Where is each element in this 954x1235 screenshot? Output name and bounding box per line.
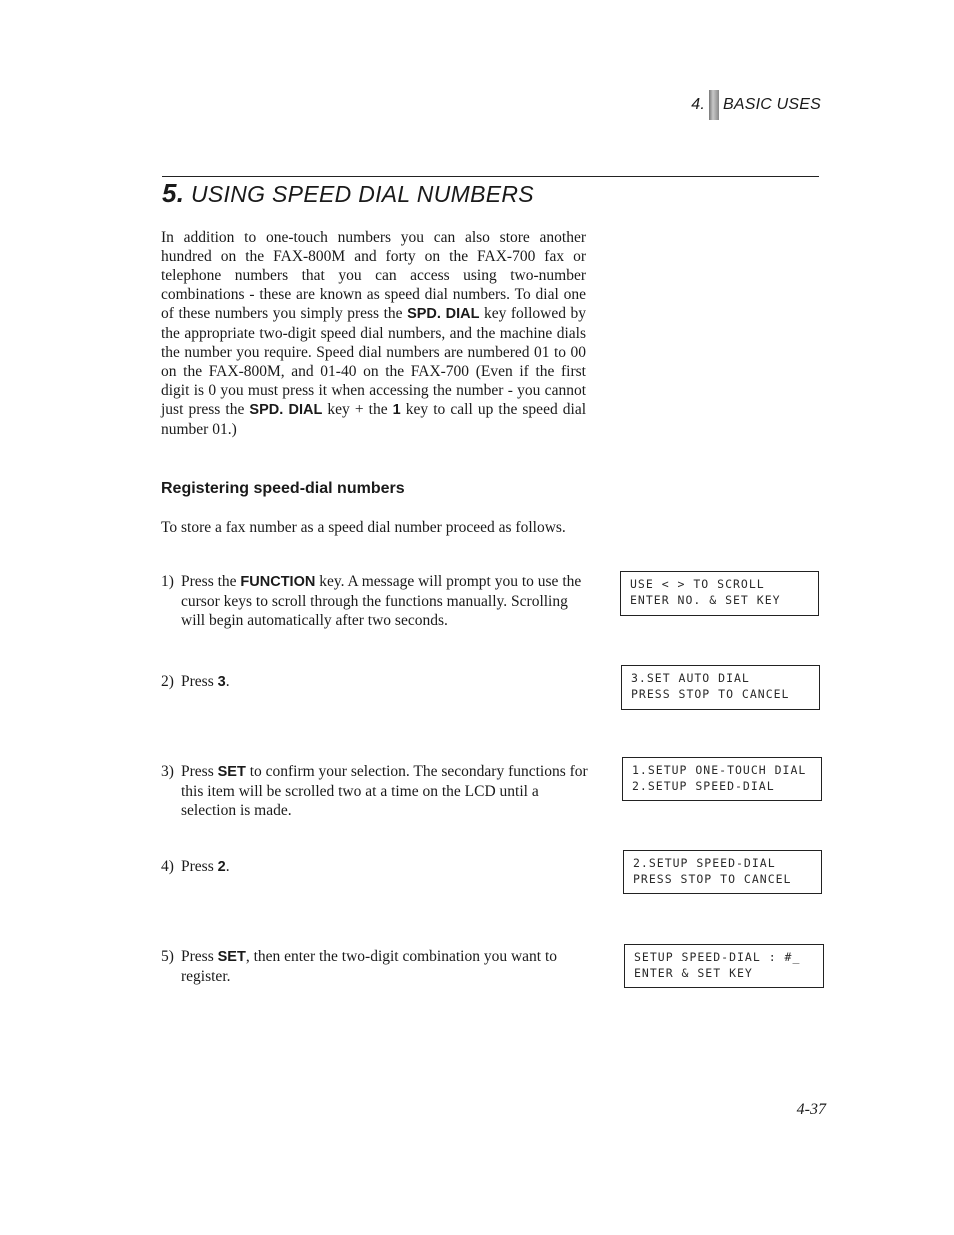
step-number: 3) — [161, 763, 174, 780]
lcd-line: SETUP SPEED-DIAL : #_ — [634, 950, 801, 964]
key-set: SET — [217, 764, 246, 780]
page-header — [691, 90, 821, 120]
step-number: 1) — [161, 573, 174, 590]
step-number: 4) — [161, 858, 174, 875]
section-number: 5. — [162, 178, 185, 208]
key-set: SET — [217, 949, 246, 965]
step-text — [181, 672, 589, 692]
key-1: 1 — [392, 402, 401, 418]
intro-text-3: key + the — [322, 401, 393, 418]
step-text-post: , then enter the two-digit combination you want to register. — [181, 948, 558, 985]
step-text — [181, 572, 589, 630]
lcd-display-4 — [623, 850, 822, 894]
step-1 — [161, 572, 589, 630]
step-text-pre: Press — [181, 763, 218, 780]
lcd-line: 2.SETUP SPEED-DIAL — [633, 856, 776, 870]
step-number: 5) — [161, 948, 174, 965]
lcd-line: ENTER NO. & SET KEY — [630, 593, 781, 607]
step-5 — [161, 947, 589, 986]
section-rule — [162, 176, 819, 177]
lcd-display-1 — [620, 571, 819, 616]
step-text-pre: Press — [181, 858, 218, 875]
step-text-post: . — [225, 673, 230, 690]
step-text-post: to confirm your selection. The secondary functions for this item will be scrolled two at a time on the LCD until a selection is made. — [181, 763, 588, 819]
lcd-line: USE < > TO SCROLL — [630, 577, 765, 591]
lcd-line: 3.SET AUTO DIAL — [631, 671, 750, 685]
chapter-tab-marker — [709, 90, 719, 120]
chapter-title: BASIC USES — [722, 96, 821, 113]
page-number: 4-37 — [796, 1101, 826, 1118]
step-2 — [161, 672, 589, 692]
intro-text-2: key followed by the appropriate two-digit speed dial numbers, and the machine dials the number you require. Speed dial numbers are numbered 01 to 00 on the FAX-800M, and 01-40 on the FAX-700 (Even if the first digit is 0 you must press it when accessing the number - you cannot just press the — [161, 305, 586, 418]
key-spd-dial: SPD. DIAL — [407, 306, 480, 322]
key-function: FUNCTION — [240, 574, 316, 590]
intro-text-1: In addition to one-touch numbers you can also store another hundred on the FAX-800M and forty on the FAX-700 fax or telephone numbers that you can access using two-number combinations - these are known as speed dial numbers. To dial one of these numbers you simply press the — [161, 229, 586, 322]
lcd-line: PRESS STOP TO CANCEL — [633, 872, 792, 886]
intro-paragraph — [161, 228, 586, 439]
step-text-post: . — [225, 858, 230, 875]
chapter-number: 4. — [691, 96, 705, 113]
step-text-pre: Press the — [181, 573, 241, 590]
step-number: 2) — [161, 673, 174, 690]
lcd-line: ENTER & SET KEY — [634, 966, 753, 980]
section-title-text: USING SPEED DIAL NUMBERS — [191, 181, 534, 207]
lcd-display-5 — [624, 944, 824, 988]
step-3 — [161, 762, 589, 820]
step-text-pre: Press — [181, 948, 218, 965]
key-spd-dial: SPD. DIAL — [249, 402, 323, 418]
subheading: Registering speed-dial numbers — [161, 480, 405, 497]
intro-text-4: key to call up the speed dial number 01.) — [161, 401, 587, 438]
step-text — [181, 947, 589, 986]
lcd-line: 2.SETUP SPEED-DIAL — [632, 779, 775, 793]
step-text — [181, 762, 589, 820]
store-intro-paragraph: To store a fax number as a speed dial number proceed as follows. — [161, 519, 566, 536]
step-text — [181, 857, 589, 877]
step-4 — [161, 857, 589, 877]
step-text-post: key. A message will prompt you to use the cursor keys to scroll through the functions manually. Scrolling will begin automatically after two seconds. — [181, 573, 582, 629]
step-text-pre: Press — [181, 673, 218, 690]
section-title — [162, 178, 534, 209]
key-2: 2 — [217, 859, 226, 875]
lcd-line: 1.SETUP ONE-TOUCH DIAL — [632, 763, 807, 777]
lcd-line: PRESS STOP TO CANCEL — [631, 687, 790, 701]
key-3: 3 — [217, 674, 226, 690]
lcd-display-2 — [621, 665, 820, 710]
lcd-display-3 — [622, 757, 822, 801]
